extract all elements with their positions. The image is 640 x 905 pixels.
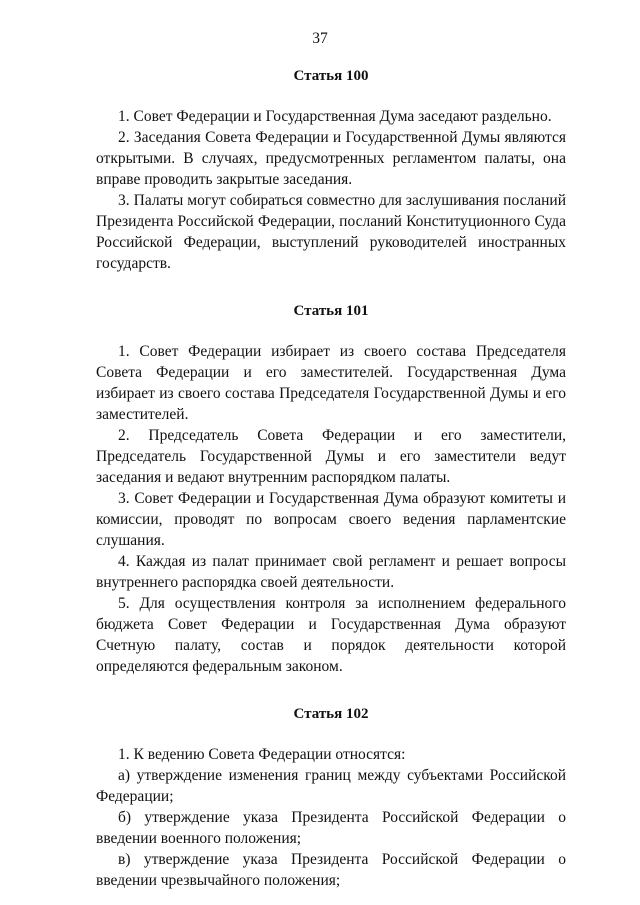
article-100 [96,66,566,274]
article-paragraph: 2. Председатель Совета Федерации и его заместители, Председатель Государственной Думы и его заместители ведут заседания и ведают внутренним распорядком палаты. [96,427,566,486]
article-paragraph: 1. Совет Федерации избирает из своего состава Председателя Совета Федерации и его заместителей. Государственная Дума избирает из своего состава Председателя Государственной Думы и его заместителей. [96,343,566,423]
article-102 [96,704,566,891]
article-101 [96,301,566,677]
article-title: Статья 100 [293,68,369,84]
article-paragraph: в) утверждение указа Президента Российской Федерации о введении чрезвычайного положения; [96,851,566,889]
article-paragraph: 1. К ведению Совета Федерации относятся: [118,746,406,763]
article-title: Статья 102 [293,706,369,722]
article-paragraph: 3. Палаты могут собираться совместно для заслушивания посланий Президента Российской Федерации, посланий Конституционного Суда Российской Федерации, выступлений руководителей иностранных государств. [96,192,566,272]
article-paragraph: 4. Каждая из палат принимает свой регламент и решает вопросы внутреннего распорядка своей деятельности. [96,553,566,591]
document-body [96,66,566,891]
article-paragraph: 2. Заседания Совета Федерации и Государственной Думы являются открытыми. В случаях, предусмотренных регламентом палаты, она вправе проводить закрытые заседания. [96,129,566,188]
article-paragraph: а) утверждение изменения границ между субъектами Российской Федерации; [96,767,566,805]
article-paragraph: 1. Совет Федерации и Государственная Дума заседают раздельно. [118,108,552,125]
article-title: Статья 101 [293,303,369,319]
page-number: 37 [312,30,328,47]
article-paragraph: 5. Для осуществления контроля за исполнением федерального бюджета Совет Федерации и Государственная Дума образуют Счетную палату, состав и порядок деятельности которой определяются федеральным законом. [96,595,566,675]
article-paragraph: б) утверждение указа Президента Российской Федерации о введении военного положения; [96,809,566,847]
article-paragraph: 3. Совет Федерации и Государственная Дума образуют комитеты и комиссии, проводят по вопросам своего ведения парламентские слушания. [96,490,566,549]
